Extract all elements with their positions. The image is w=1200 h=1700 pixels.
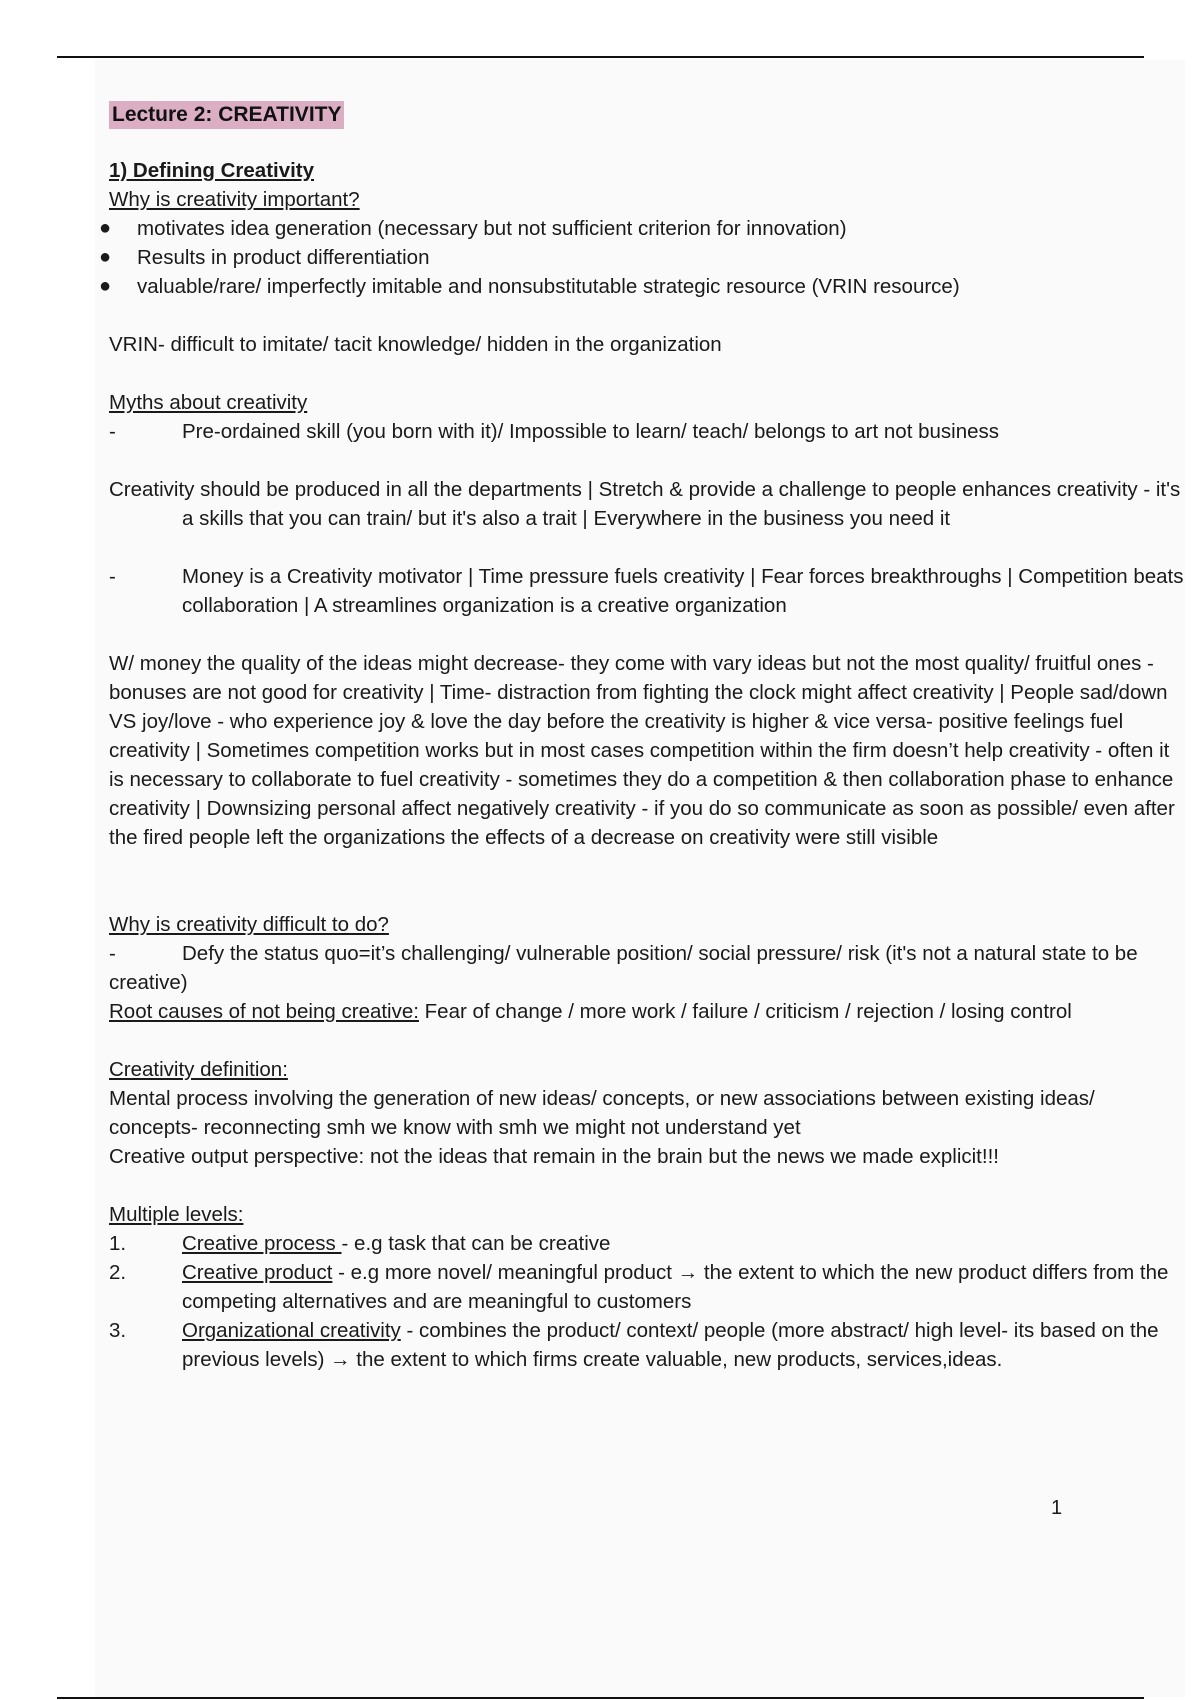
myths-heading: Myths about creativity xyxy=(109,391,308,414)
section-heading-defining-creativity: 1) Defining Creativity xyxy=(109,159,315,182)
root-causes-label: Root causes of not being creative: xyxy=(109,1000,419,1023)
output-perspective: Creative output perspective: not the ideas that remain in the brain but the news we made explicit!!! xyxy=(109,1145,999,1168)
bullet-icon: ● xyxy=(99,217,112,239)
level-item: 2. Creative product - e.g more novel/ meaningful product → the extent to which the new product differs from the competing alternatives and are meaningful to customers xyxy=(109,1258,1184,1316)
myth-item: - Pre-ordained skill (you born with it)/ Impossible to learn/ teach/ belongs to art not business xyxy=(109,417,1184,446)
levels-heading: Multiple levels: xyxy=(109,1203,244,1226)
list-item: ● valuable/rare/ imperfectly imitable and nonsubstitutable strategic resource (VRIN resource) xyxy=(109,272,1184,301)
myth-note: Creativity should be produced in all the departments | Stretch & provide a challenge to people enhances creativity - it's a skills that you can train/ but it's also a trait | Everywhere in the business you need it xyxy=(109,478,1181,530)
bottom-rule xyxy=(57,1697,1144,1699)
document-content xyxy=(99,100,1184,1374)
level-number: 2. xyxy=(109,1261,127,1284)
top-rule xyxy=(57,56,1144,58)
definition-text: Mental process involving the generation of new ideas/ concepts, or new associations between existing ideas/ concepts- reconnecting smh we know with smh we might not understand yet xyxy=(109,1087,1095,1139)
level-item: 1. Creative process - e.g task that can be creative xyxy=(109,1229,1184,1258)
dash-marker: - xyxy=(109,420,116,443)
root-causes: Root causes of not being creative: Fear of change / more work / failure / criticism / rejection / losing control xyxy=(109,1000,1072,1023)
myth-item: - Money is a Creativity motivator | Time pressure fuels creativity | Fear forces breakthroughs | Competition beats collaboration | A streamlines organization is a creative organization xyxy=(109,562,1184,620)
why-important-heading: Why is creativity important? xyxy=(109,188,360,211)
level-number: 3. xyxy=(109,1319,127,1342)
vrin-note: VRIN- difficult to imitate/ tacit knowledge/ hidden in the organization xyxy=(109,333,722,356)
difficult-heading: Why is creativity difficult to do? xyxy=(109,913,389,936)
level-number: 1. xyxy=(109,1232,127,1255)
bullet-icon: ● xyxy=(99,275,112,297)
difficult-item: - Defy the status quo=it’s challenging/ vulnerable position/ social pressure/ risk (it's not a natural state to be creative) xyxy=(109,939,1184,997)
level-item: 3. Organizational creativity - combines the product/ context/ people (more abstract/ high level- its based on the previous levels) → the extent to which firms create valuable, new products, services,ideas. xyxy=(109,1316,1184,1374)
myth-explanation: W/ money the quality of the ideas might decrease- they come with vary ideas but not the most quality/ fruitful ones - bonuses are not good for creativity | Time- distraction from fighting the clock might affect creativity | People sad/down VS joy/love - who experience joy & love the day before the creativity is higher & vice versa- positive feelings fuel creativity | Sometimes competition works but in most cases competition within the firm doesn’t help creativity - often it is necessary to collaborate to fuel creativity - sometimes they do a competition & then collaboration phase to enhance creativity | Downsizing personal affect negatively creativity - if you do so communicate as soon as possible/ even after the fired people left the organizations the effects of a decrease on creativity were still visible xyxy=(109,652,1175,849)
dash-marker: - xyxy=(109,942,116,965)
dash-marker: - xyxy=(109,565,116,588)
document-title: Lecture 2: CREATIVITY xyxy=(109,101,344,129)
bullet-icon: ● xyxy=(99,246,112,268)
list-item: ● Results in product differentiation xyxy=(109,243,1184,272)
page-number: 1 xyxy=(1051,1497,1063,1519)
definition-heading: Creativity definition: xyxy=(109,1058,288,1081)
list-item: ● motivates idea generation (necessary but not sufficient criterion for innovation) xyxy=(109,214,1184,243)
